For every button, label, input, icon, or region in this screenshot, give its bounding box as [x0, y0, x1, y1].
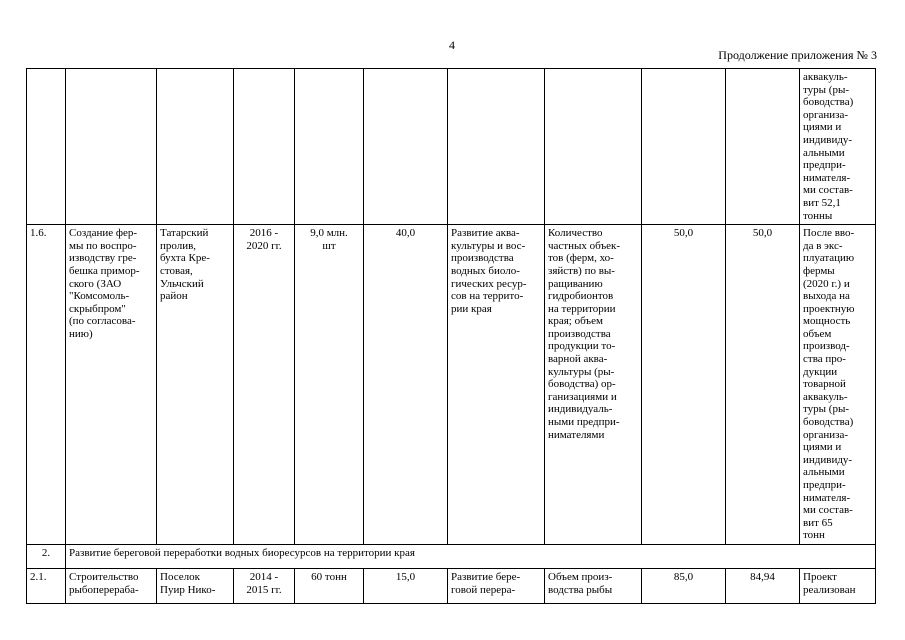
row-number: 1.6.	[27, 225, 66, 545]
value-cell-1: 85,0	[642, 569, 726, 604]
value-cell-1: 50,0	[642, 225, 726, 545]
capacity-cell: 60 тонн	[295, 569, 364, 604]
indicator-cell: Объем произ- водства рыбы	[545, 569, 642, 604]
period-cell: 2016 - 2020 гг.	[234, 225, 295, 545]
value-cell-2: 50,0	[726, 225, 800, 545]
location-cell: Татарский пролив, бухта Кре- стовая, Ульчский район	[157, 225, 234, 545]
result-cell: аквакуль- туры (ры- боводства) организа- циями и индивиду- альными предпри- нимателя- ми состав- вит 52,1 тонны	[800, 69, 876, 225]
table-cell	[66, 69, 157, 225]
indicator-cell: Количество частных объек- тов (ферм, хо- зяйств) по вы- ращиванию гидробионтов на территории края; объем производства продукции то- варной аква- культуры (ры- боводства) ор- ганизациями и индивидуаль- ными предпри- нимателями	[545, 225, 642, 545]
capacity-cell: 9,0 млн. шт	[295, 225, 364, 545]
appendix-note: Продолжение приложения № 3	[718, 48, 877, 62]
table-cell	[157, 69, 234, 225]
table-cell	[364, 69, 448, 225]
table-cell	[642, 69, 726, 225]
location-cell: Поселок Пуир Нико-	[157, 569, 234, 604]
measure-name: Строительство рыбоперераба-	[66, 569, 157, 604]
table-row-1-6	[27, 225, 876, 545]
cost-cell: 15,0	[364, 569, 448, 604]
program-table	[26, 68, 876, 604]
table-row-2-1	[27, 569, 876, 604]
task-cell: Развитие аква- культуры и вос- производства водных биоло- гических ресур- сов на террито- рии края	[448, 225, 545, 545]
result-cell: Проект реализован	[800, 569, 876, 604]
table-cell	[448, 69, 545, 225]
table-cell	[726, 69, 800, 225]
table-row-continuation	[27, 69, 876, 225]
table-cell	[295, 69, 364, 225]
task-cell: Развитие бере- говой перера-	[448, 569, 545, 604]
measure-name: Создание фер- мы по воспро- изводству гре- бешка примор- ского (ЗАО "Комсомоль- скрыбпром" (по согласова- нию)	[66, 225, 157, 545]
table-cell	[27, 69, 66, 225]
value-cell-2: 84,94	[726, 569, 800, 604]
table-row-section-2	[27, 545, 876, 569]
period-cell: 2014 - 2015 гг.	[234, 569, 295, 604]
result-cell: После вво- да в экс- плуатацию фермы (2020 г.) и выхода на проектную мощность объем производ- ства про- дукции товарной аквакуль- туры (ры- боводства) организа- циями и индивиду- альными предпри- нимателя- ми состав- вит 65 тонн	[800, 225, 876, 545]
table-cell	[545, 69, 642, 225]
page-number: 4	[449, 38, 455, 52]
row-number: 2.1.	[27, 569, 66, 604]
row-number: 2.	[27, 545, 66, 569]
section-title: Развитие береговой переработки водных биоресурсов на территории края	[66, 545, 876, 569]
table-cell	[234, 69, 295, 225]
cost-cell: 40,0	[364, 225, 448, 545]
